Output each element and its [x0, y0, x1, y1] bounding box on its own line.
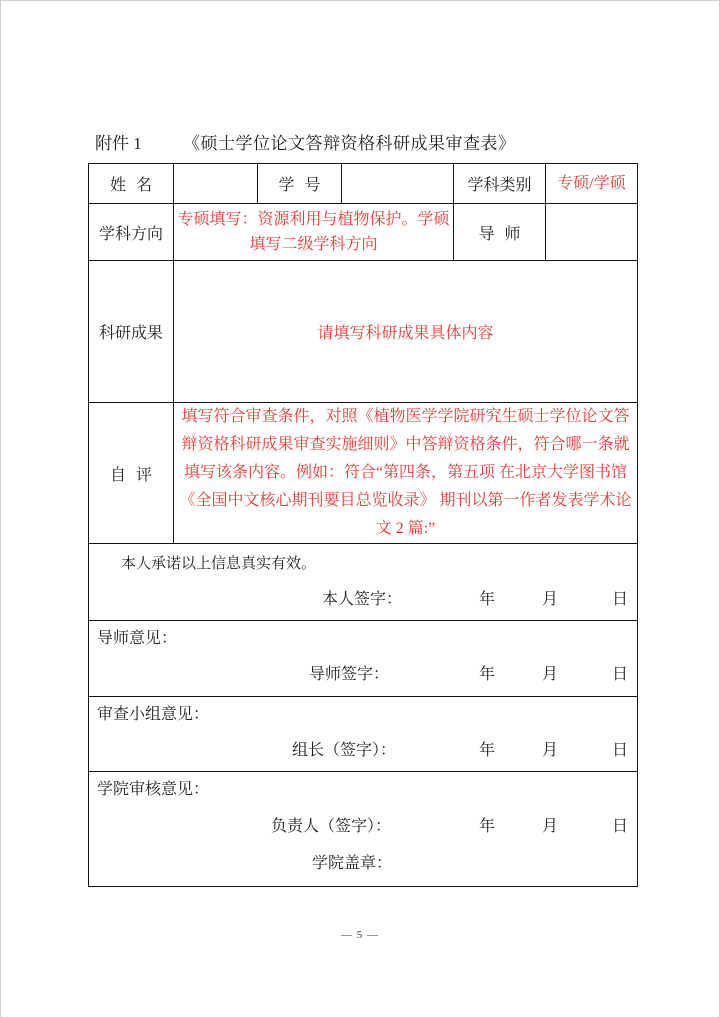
student-id-label-cell: [258, 164, 342, 204]
category-hint: 专硕/学硕: [557, 175, 626, 192]
group-leader-sign-label: 组长（签字）：: [292, 742, 397, 759]
page-number: — 5 —: [341, 929, 379, 941]
student-id-label: 学号: [278, 177, 331, 194]
category-label: 学科类别: [467, 177, 532, 194]
self-eval-hint: 填写符合审查条件，对照《植物医学学院研究生硕士学位论文答辩资格科研成果审查实施细则》中答辩资格条件，符合哪一条就填写该条内容。例如：符合“第四条，第五项 在北京大学图书馆《全国中文核心期刊要目总览收录》 期刊以第一作者发表学术论文 2 篇:”: [179, 408, 632, 537]
day-label: 日: [612, 742, 629, 759]
month-label: 月: [542, 818, 559, 835]
college-seal-label: 学院盖章：: [312, 855, 393, 872]
year-label: 年: [479, 591, 496, 608]
row-self-eval: [89, 403, 638, 544]
month-label: 月: [542, 742, 559, 759]
pledge-cell: [89, 544, 638, 621]
college-review-label: 学院审核意见：: [97, 781, 210, 798]
review-group-cell[interactable]: [89, 697, 638, 772]
advisor-value-cell[interactable]: [546, 204, 638, 261]
name-label-cell: [89, 164, 174, 204]
category-value-cell[interactable]: [546, 164, 638, 204]
row-college-review: [89, 772, 638, 887]
name-value-cell[interactable]: [174, 164, 258, 204]
self-sign-label: 本人签字：: [322, 591, 403, 608]
advisor-opinion-label: 导师意见：: [97, 630, 178, 647]
direction-label-cell: [89, 204, 174, 261]
self-eval-label-cell: [89, 403, 174, 544]
review-form-table: [88, 163, 638, 887]
college-review-cell[interactable]: [89, 772, 638, 887]
document-header: [0, 129, 720, 153]
day-label: 日: [612, 818, 629, 835]
advisor-label-cell: [454, 204, 546, 261]
responsible-sign-label: 负责人（签字）：: [271, 818, 392, 835]
day-label: 日: [612, 591, 629, 608]
row-advisor-opinion: [89, 621, 638, 697]
pledge-text: 本人承诺以上信息真实有效。: [121, 556, 317, 572]
review-group-label: 审查小组意见：: [97, 706, 210, 723]
row-achievements: [89, 261, 638, 403]
category-label-cell: [454, 164, 546, 204]
self-eval-value-cell[interactable]: [174, 403, 638, 544]
row-pledge: [89, 544, 638, 621]
advisor-sign-label: 导师签字：: [309, 666, 390, 683]
achievements-value-cell[interactable]: [174, 261, 638, 403]
row-direction: [89, 204, 638, 261]
day-label: 日: [612, 666, 629, 683]
name-label: 姓名: [109, 177, 162, 194]
direction-hint: 专硕填写：资源利用与植物保护。学硕填写二级学科方向: [177, 211, 450, 253]
month-label: 月: [542, 591, 559, 608]
achievements-label: 科研成果: [98, 325, 163, 342]
month-label: 月: [542, 666, 559, 683]
year-label: 年: [479, 666, 496, 683]
row-basic-info: [89, 164, 638, 204]
achievements-hint: 请填写科研成果具体内容: [317, 325, 494, 342]
direction-label: 学科方向: [98, 225, 163, 243]
year-label: 年: [479, 818, 496, 835]
row-review-group: [89, 697, 638, 772]
advisor-opinion-cell[interactable]: [89, 621, 638, 697]
self-eval-label: 自评: [109, 466, 162, 484]
achievements-label-cell: [89, 261, 174, 403]
student-id-value-cell[interactable]: [342, 164, 454, 204]
direction-value-cell[interactable]: [174, 204, 454, 261]
attachment-label: 附件 1: [95, 134, 142, 153]
year-label: 年: [479, 742, 496, 759]
advisor-label: 导师: [478, 225, 531, 243]
page-title: 《硕士学位论文答辩资格科研成果审查表》: [183, 134, 516, 153]
